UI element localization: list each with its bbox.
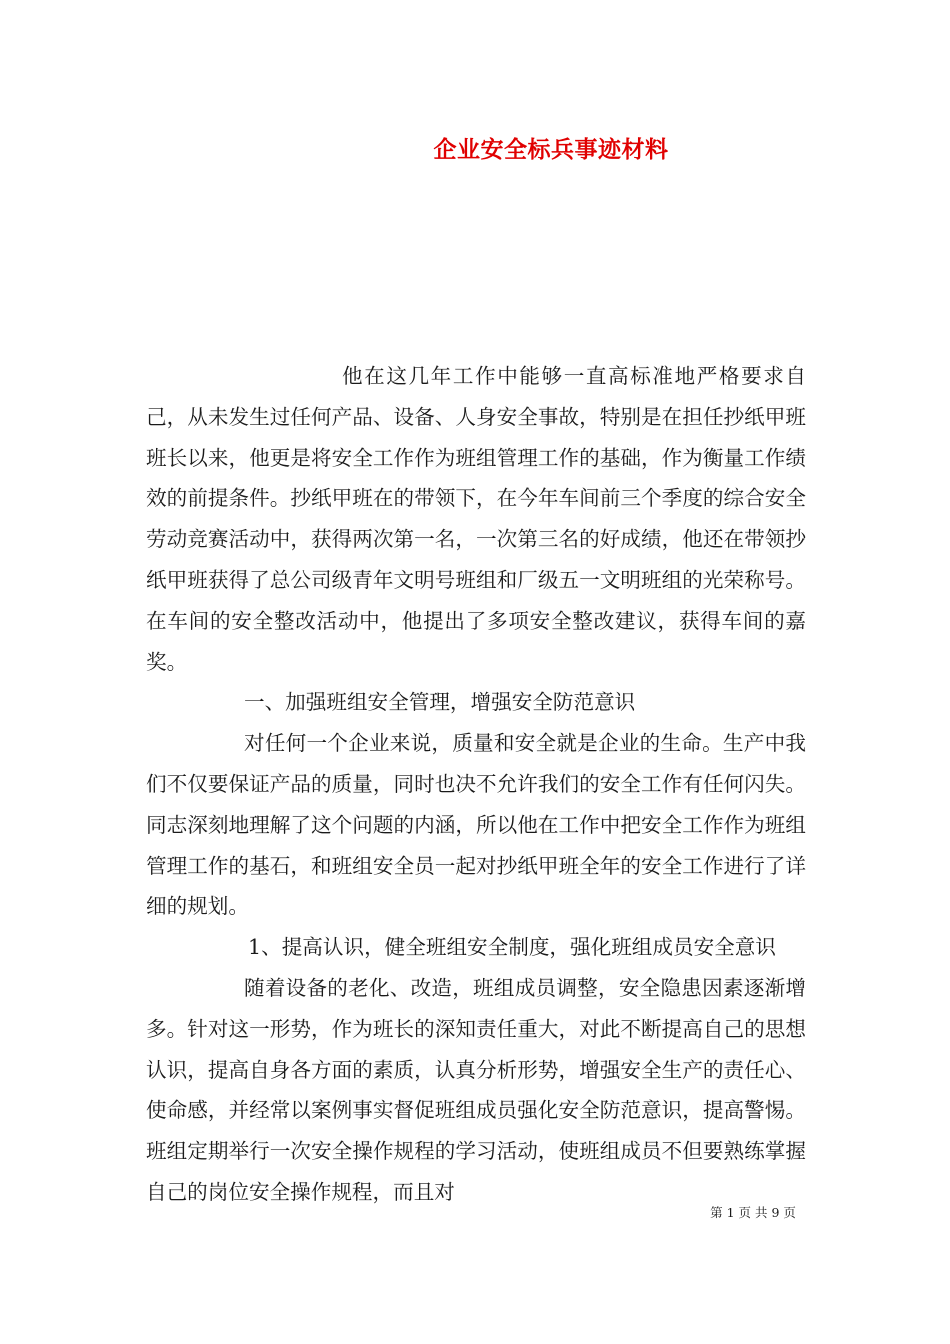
document-title: 企业安全标兵事迹材料 xyxy=(433,136,669,163)
paragraph: 他在这几年工作中能够一直高标准地严格要求自己，从未发生过任何产品、设备、人身安全事故，特别是在担任抄纸甲班班长以来，他更是将安全工作作为班组管理工作的基础，作为衡量工作绩效的前提条件。抄纸甲班在的带领下，在今年车间前三个季度的综合安全劳动竞赛活动中，获得两次第一名，一次第三名的好成绩，他还在带领抄纸甲班获得了总公司级青年文明号班组和厂级五一文明班组的光荣称号。在车间的安全整改活动中，他提出了多项安全整改建议，获得车间的嘉奖。 xyxy=(146,364,806,674)
page-number-footer: 第 1 页 共 9 页 xyxy=(710,1205,796,1220)
paragraph: 对任何一个企业来说，质量和安全就是企业的生命。生产中我们不仅要保证产品的质量，同时也决不允许我们的安全工作有任何闪失。同志深刻地理解了这个问题的内涵，所以他在工作中把安全工作作为班组管理工作的基石，和班组安全员一起对抄纸甲班全年的安全工作进行了详细的规划。 xyxy=(146,731,806,919)
section-heading: 一、加强班组安全管理，增强安全防范意识 xyxy=(244,690,636,715)
paragraph: 随着设备的老化、改造，班组成员调整，安全隐患因素逐渐增多。针对这一形势，作为班长的深知责任重大，对此不断提高自己的思想认识，提高自身各方面的素质，认真分析形势，增强安全生产的责任心、使命感，并经常以案例事实督促班组成员强化安全防范意识，提高警惕。班组定期举行一次安全操作规程的学习活动，使班组成员不但要熟练掌握自己的岗位安全操作规程，而且对 xyxy=(146,975,806,1204)
document-body xyxy=(146,356,806,1213)
subsection-heading: 1、提高认识，健全班组安全制度，强化班组成员安全意识 xyxy=(248,935,776,960)
